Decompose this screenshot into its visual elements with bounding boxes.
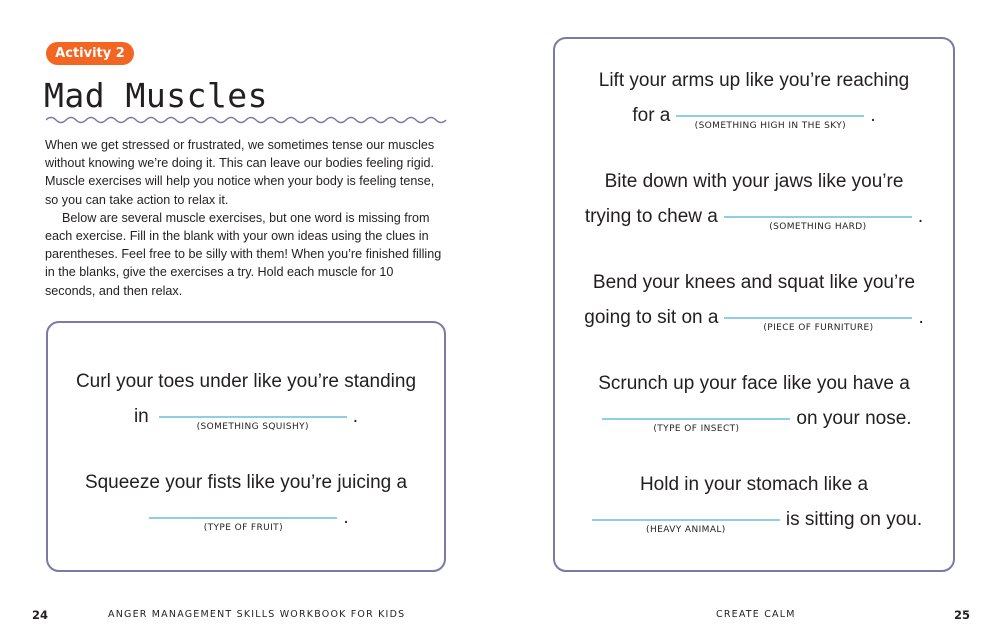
exercise-line: Lift your arms up like you’re reaching [598,70,910,91]
section-title-footer: CREATE CALM [716,609,796,620]
fill-in-blank[interactable] [724,216,912,232]
fill-in-blank[interactable] [592,519,780,535]
exercise-fill-line [555,306,953,333]
exercise-trail-text: . [918,307,924,328]
exercise-line: Scrunch up your face like you have a [598,373,910,394]
exercise-lead-text: going to sit on a [584,307,719,328]
exercise-trail-text: . [917,206,924,227]
page-number-left: 24 [32,608,49,622]
exercise-trail-text: on your nose. [796,408,912,429]
exercise-trail-text: . [352,406,359,427]
exercise-trail-text: . [870,105,876,126]
page-title: Mad Muscles [44,76,269,115]
intro-paragraph-2: Below are several muscle exercises, but one word is missing from each exercise. Fill in the blank with your own ideas using the clues in parentheses. Feel free to be silly with them! When you’re finished filling in the blanks, give the exercises a try. Hold each muscle for 10 seconds, and then relax. [45,210,442,298]
exercise-line: Bend your knees and squat like you’re [592,272,916,293]
blank-hint: (TYPE OF INSECT) [653,423,740,434]
exercise-box-left [46,321,446,572]
blank-hint: (PIECE OF FURNITURE) [763,322,874,333]
exercise-fill-line [555,508,953,535]
fill-in-blank[interactable] [149,517,337,533]
exercise-fill-line [555,205,953,232]
fill-in-blank[interactable] [602,418,790,434]
intro-text [45,136,447,300]
exercise-lead-text: in [133,406,149,427]
exercise-lead-text: trying to chew a [584,206,718,227]
exercise-fill-line [555,104,953,131]
exercise-fill-line [555,407,953,434]
exercise-trail-text: is sitting on you. [785,509,923,530]
exercise-trail-text: . [343,507,349,528]
fill-in-blank[interactable] [724,317,912,333]
fill-in-blank[interactable] [676,115,864,131]
book-title-footer: ANGER MANAGEMENT SKILLS WORKBOOK FOR KIDS [108,609,406,620]
blank-hint: (HEAVY ANIMAL) [646,524,726,535]
activity-badge: Activity 2 [46,42,134,65]
exercise-line: Bite down with your jaws like you’re [604,171,904,192]
exercise-fill-line [48,506,444,533]
exercise-box-right [553,37,955,572]
exercise-line: Curl your toes under like you’re standing [75,371,417,392]
blank-hint: (SOMETHING HIGH IN THE SKY) [694,120,847,131]
intro-paragraph-1: When we get stressed or frustrated, we sometimes tense our muscles without knowing we’re doing it. This can leave our bodies feeling rigid. Muscle exercises will help you notice when your body is feeling tense, so you can take action to relax it. [45,138,435,207]
blank-hint: (TYPE OF FRUIT) [203,522,284,533]
blank-hint: (SOMETHING HARD) [769,221,867,232]
exercise-line: Hold in your stomach like a [639,474,869,495]
exercise-fill-line [48,405,444,432]
exercise-line: Squeeze your fists like you’re juicing a [84,472,408,493]
fill-in-blank[interactable] [159,416,347,432]
exercise-lead-text: for a [632,105,671,126]
page-number-right: 25 [954,608,971,622]
blank-hint: (SOMETHING SQUISHY) [196,421,309,432]
wavy-divider [46,115,448,125]
